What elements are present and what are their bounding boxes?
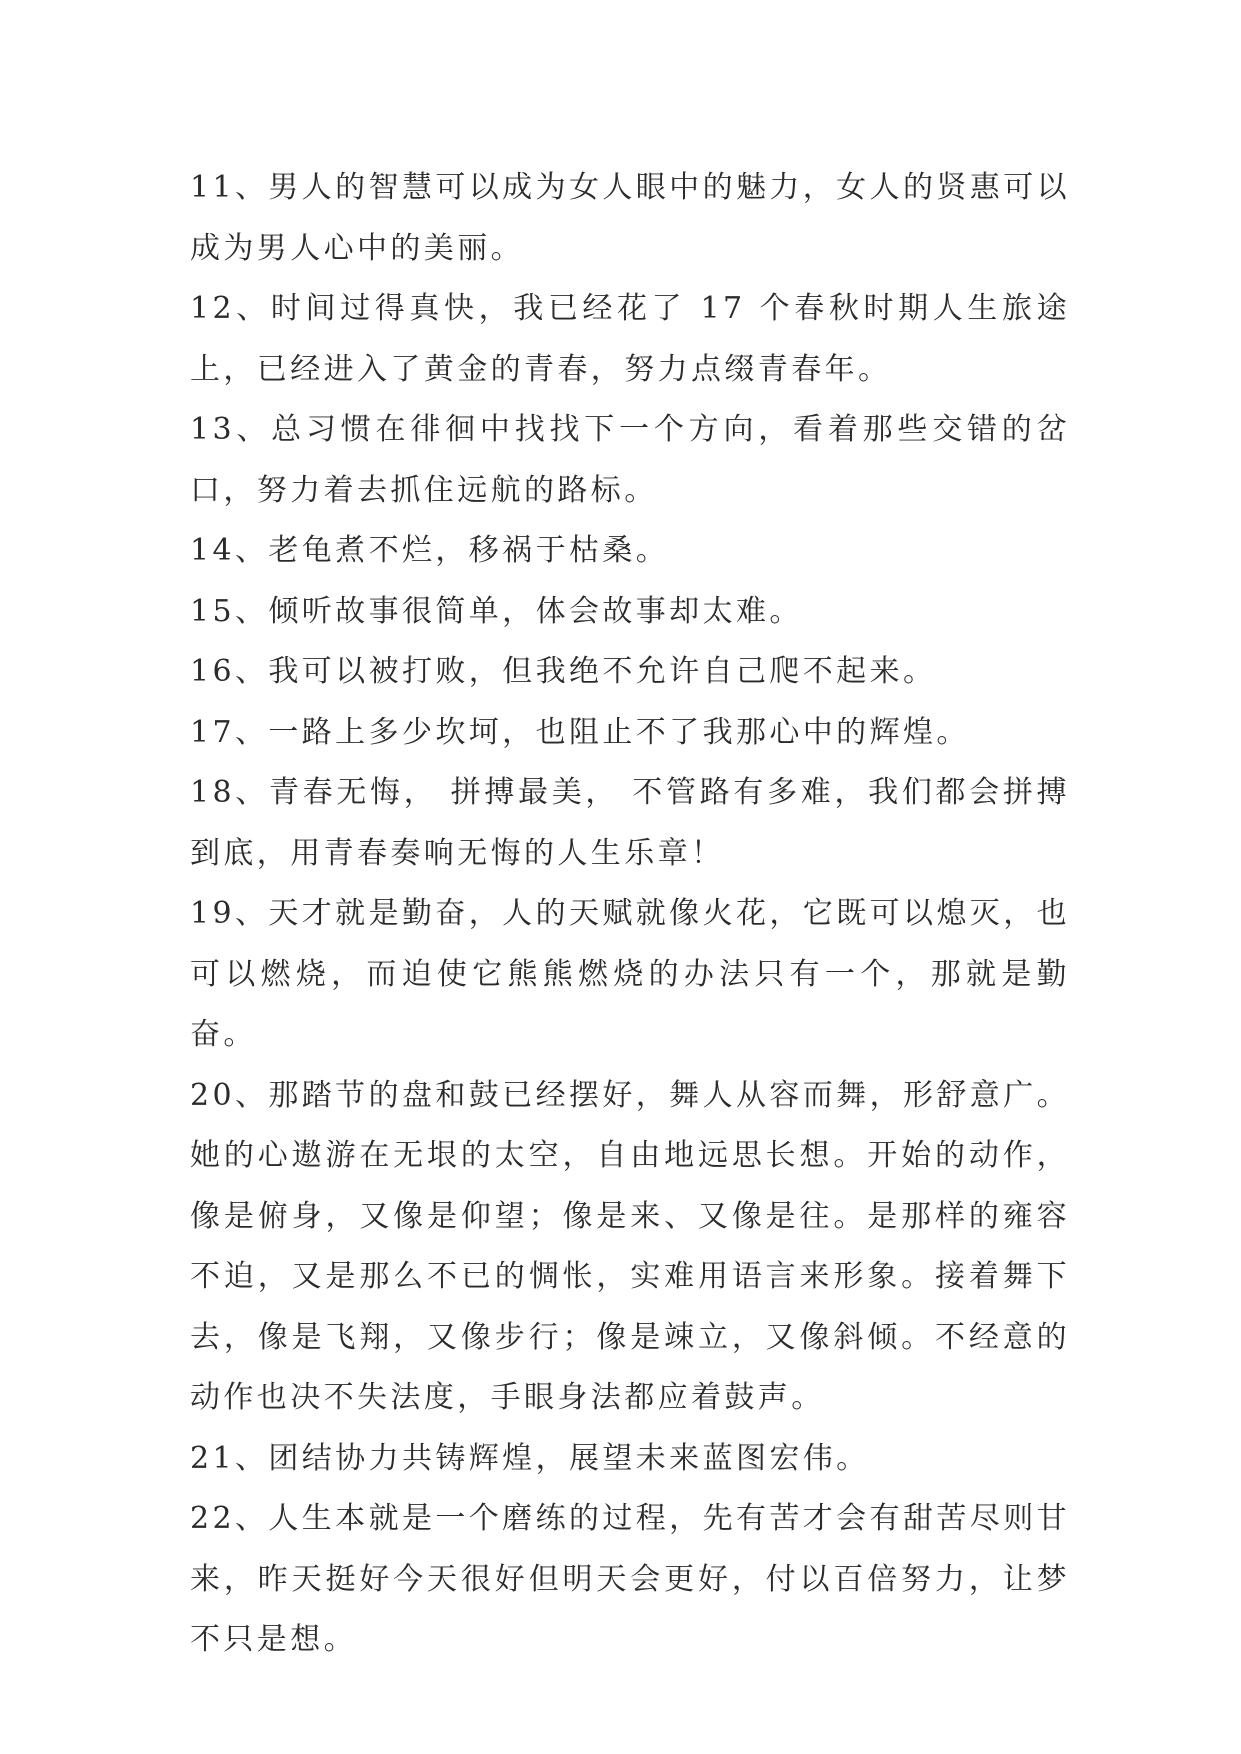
- quote-entry-19: 19、天才就是勤奋，人的天赋就像火花，它既可以熄灭，也可以燃烧，而迫使它熊熊燃烧的办法只有一个，那就是勤奋。: [190, 896, 1070, 1052]
- quote-entry-12: 12、时间过得真快，我已经花了 17 个春秋时期人生旅途上，已经进入了黄金的青春，努力点缀青春年。: [190, 291, 1070, 387]
- quote-entry-18: 18、青春无悔， 拼搏最美， 不管路有多难，我们都会拼搏到底，用青春奏响无悔的人生乐章！: [190, 775, 1070, 871]
- quote-entry-21: 21、团结协力共铸辉煌，展望未来蓝图宏伟。: [190, 1440, 870, 1476]
- quote-entry-13: 13、总习惯在徘徊中找找下一个方向，看着那些交错的岔口，努力着去抓住远航的路标。: [190, 412, 1070, 508]
- quote-entry-22: 22、人生本就是一个磨练的过程，先有苦才会有甜苦尽则甘来，昨天挺好今天很好但明天会更好，付以百倍努力，让梦不只是想。: [190, 1501, 1070, 1657]
- quote-list: [190, 158, 1070, 1671]
- quote-entry-11: 11、男人的智慧可以成为女人眼中的魅力，女人的贤惠可以成为男人心中的美丽。: [190, 170, 1070, 266]
- quote-entry-16: 16、我可以被打败，但我绝不允许自己爬不起来。: [190, 654, 937, 689]
- quote-entry-17: 17、一路上多少坎坷，也阻止不了我那心中的辉煌。: [190, 714, 970, 750]
- quote-entry-15: 15、倾听故事很简单，体会故事却太难。: [190, 593, 803, 629]
- quote-entry-14: 14、老龟煮不烂，移祸于枯桑。: [190, 533, 670, 568]
- quote-entry-20: 20、那踏节的盘和鼓已经摆好，舞人从容而舞，形舒意广。她的心遨游在无垠的太空，自由地远思长想。开始的动作，像是俯身，又像是仰望；像是来、又像是往。是那样的雍容不迫，又是那么不已的惆怅，实难用语言来形象。接着舞下去，像是飞翔，又像步行；像是竦立，又像斜倾。不经意的动作也决不失法度，手眼身法都应着鼓声。: [190, 1077, 1070, 1415]
